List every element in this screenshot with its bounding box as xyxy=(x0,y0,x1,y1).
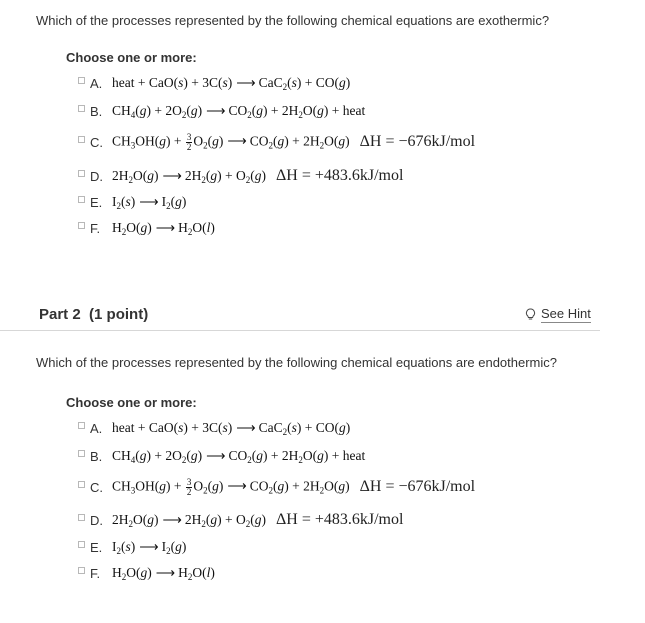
checkbox-icon[interactable] xyxy=(78,196,85,203)
part1-option-a[interactable] xyxy=(78,73,350,93)
checkbox-icon[interactable] xyxy=(78,567,85,574)
delta-h-d: ΔH = +483.6kJ/mol xyxy=(275,511,404,528)
reaction-arrow-icon: ⟶ xyxy=(162,511,181,527)
option-letter: D. xyxy=(90,512,103,528)
see-hint-label[interactable]: See Hint xyxy=(541,306,591,321)
option-letter: E. xyxy=(90,539,103,555)
part2-option-e[interactable] xyxy=(78,537,186,557)
checkbox-icon[interactable] xyxy=(78,222,85,229)
equation-b: $CH_4(g) + 2O_2(g)$ ⟶ $CO_2(g) + 2H_2O(g)$ + heat xyxy=(112,102,366,120)
part2-option-a[interactable] xyxy=(78,418,350,438)
equation-a: heat + CaO(s) + 3C(s) ⟶ CaC$_2$(s) + CO(g) xyxy=(112,419,351,437)
part2-option-d[interactable] xyxy=(78,510,403,530)
part2-choose-label: Choose one or more: xyxy=(66,395,197,410)
equation-d: $2H_2O(g)$ ⟶ $2H_2(g) + O_2(g)$ xyxy=(112,511,266,529)
reaction-arrow-icon: ⟶ xyxy=(227,478,246,494)
equation-c: $CH_3OH(g)$ + $\frac{3}{2}$ $O_2(g)$ ⟶ $CO_2(g) + 2H_2O(g)$ xyxy=(112,476,350,497)
equation-f: $H_2O(g)$ ⟶ $H_2O(l)$ xyxy=(112,564,215,582)
checkbox-icon[interactable] xyxy=(78,481,85,488)
reaction-arrow-icon: ⟶ xyxy=(206,102,225,118)
checkbox-icon[interactable] xyxy=(78,105,85,112)
equation-e: $I_2(s)$ ⟶ $I_2(g)$ xyxy=(112,538,187,556)
option-letter: E. xyxy=(90,194,103,210)
lightbulb-icon xyxy=(525,308,536,321)
equation-b: $CH_4(g) + 2O_2(g)$ ⟶ $CO_2(g) + 2H_2O(g)$ + heat xyxy=(112,447,366,465)
option-letter: D. xyxy=(90,168,103,184)
checkbox-icon[interactable] xyxy=(78,514,85,521)
option-letter: C. xyxy=(90,134,103,150)
reaction-arrow-icon: ⟶ xyxy=(236,419,255,435)
checkbox-icon[interactable] xyxy=(78,136,85,143)
part2-header xyxy=(0,300,600,331)
checkbox-icon[interactable] xyxy=(78,450,85,457)
part2-option-b[interactable] xyxy=(78,446,365,466)
option-letter: F. xyxy=(90,565,101,581)
equation-d: $2H_2O(g)$ ⟶ $2H_2(g) + O_2(g)$ xyxy=(112,167,266,185)
option-letter: B. xyxy=(90,448,103,464)
part1-option-c[interactable] xyxy=(78,132,475,152)
delta-h-c: ΔH = −676kJ/mol xyxy=(359,478,476,495)
reaction-arrow-icon: ⟶ xyxy=(155,219,175,235)
part1-option-e[interactable] xyxy=(78,192,186,212)
reaction-arrow-icon: ⟶ xyxy=(155,564,175,580)
part1-option-f[interactable] xyxy=(78,218,215,238)
equation-c: $CH_3OH(g)$ + $\frac{3}{2}$ $O_2(g)$ ⟶ $CO_2(g) + 2H_2O(g)$ xyxy=(112,131,350,152)
equation-e: $I_2(s)$ ⟶ $I_2(g)$ xyxy=(112,193,187,211)
reaction-arrow-icon: ⟶ xyxy=(227,133,246,149)
part1-option-b[interactable] xyxy=(78,101,365,121)
reaction-arrow-icon: ⟶ xyxy=(236,74,255,90)
checkbox-icon[interactable] xyxy=(78,170,85,177)
checkbox-icon[interactable] xyxy=(78,541,85,548)
reaction-arrow-icon: ⟶ xyxy=(162,167,181,183)
reaction-arrow-icon: ⟶ xyxy=(206,447,225,463)
part2-question: Which of the processes represented by the following chemical equations are endothermic? xyxy=(36,355,558,370)
option-letter: A. xyxy=(90,75,103,91)
delta-h-d: ΔH = +483.6kJ/mol xyxy=(275,167,404,184)
option-letter: C. xyxy=(90,479,103,495)
part2-option-c[interactable] xyxy=(78,477,475,497)
part1-option-d[interactable] xyxy=(78,166,403,186)
part2-option-f[interactable] xyxy=(78,563,215,583)
reaction-arrow-icon: ⟶ xyxy=(139,538,158,554)
see-hint-button[interactable] xyxy=(525,306,591,323)
delta-h-c: ΔH = −676kJ/mol xyxy=(359,133,476,150)
reaction-arrow-icon: ⟶ xyxy=(139,193,158,209)
checkbox-icon[interactable] xyxy=(78,422,85,429)
part2-title: Part 2 (1 point) xyxy=(39,306,149,323)
option-letter: F. xyxy=(90,220,101,236)
equation-a: heat + CaO(s) + 3C(s) ⟶ CaC$_2$(s) + CO(g) xyxy=(112,74,351,92)
equation-f: $H_2O(g)$ ⟶ $H_2O(l)$ xyxy=(112,219,215,237)
checkbox-icon[interactable] xyxy=(78,77,85,84)
option-letter: B. xyxy=(90,103,103,119)
part1-question: Which of the processes represented by the following chemical equations are exothermic? xyxy=(36,13,550,28)
part1-choose-label: Choose one or more: xyxy=(66,50,197,65)
option-letter: A. xyxy=(90,420,103,436)
